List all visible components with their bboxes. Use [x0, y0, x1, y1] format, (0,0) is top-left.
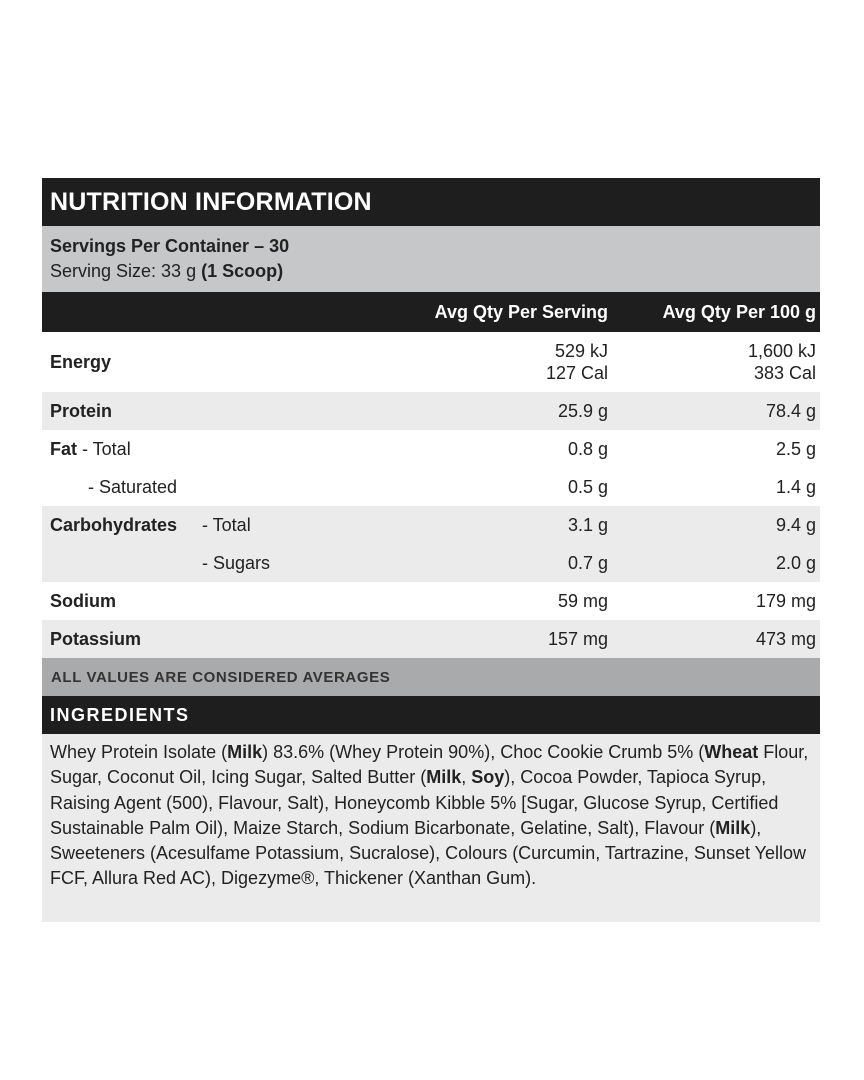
allergen-milk: Milk — [227, 742, 263, 762]
row-label — [42, 591, 408, 612]
row-label — [42, 515, 408, 536]
row-carbohydrates-sugars — [42, 544, 820, 582]
row-energy — [42, 332, 820, 392]
averages-note — [42, 658, 820, 696]
protein-per-100g: 78.4 g — [765, 401, 816, 421]
ingredients-heading — [42, 696, 820, 734]
protein-per-serving: 25.9 g — [557, 401, 608, 421]
serving-size-text: Serving Size: 33 g — [50, 261, 202, 281]
energy-label: Energy — [50, 351, 112, 372]
energy-per-serving — [408, 340, 608, 384]
fat-total-per-serving: 0.8 g — [567, 439, 608, 459]
ingredient-text-part: ), Cocoa Powder, Tapioca Syrup, Raising Agent (500), Flavour, Salt), Honeycomb Kibble 5% [Sugar, Glucose Syrup, Certified Sustainable Palm Oil), Maize Starch, Sodium Bicarbonate, Gelatine, Salt), Flavour ( — [50, 767, 779, 838]
serving-size-scoop: (1 Scoop) — [201, 261, 284, 281]
servings-info — [42, 226, 820, 292]
column-headers — [42, 292, 820, 332]
protein-label: Protein — [50, 400, 113, 421]
energy-serving-kj: 529 kJ — [554, 341, 608, 361]
fat-label: Fat — [50, 438, 77, 459]
nutrition-title-text: NUTRITION INFORMATION — [50, 187, 372, 216]
column-header-per-serving: Avg Qty Per Serving — [434, 301, 608, 322]
carb-sugars-per-100g: 2.0 g — [775, 553, 816, 573]
potassium-per-100g: 473 mg — [755, 629, 816, 649]
ingredient-text-part: ) 83.6% (Whey Protein 90%), Choc Cookie Crumb 5% ( — [262, 742, 705, 762]
row-protein — [42, 392, 820, 430]
potassium-per-serving: 157 mg — [547, 629, 608, 649]
row-label — [42, 477, 408, 498]
row-label — [42, 553, 408, 574]
potassium-label: Potassium — [50, 628, 142, 649]
row-label — [42, 401, 408, 422]
fat-saturated-per-100g: 1.4 g — [775, 477, 816, 497]
nutrition-title — [42, 178, 820, 226]
carbohydrates-label: Carbohydrates — [50, 514, 178, 535]
allergen-milk: Milk — [715, 817, 751, 838]
allergen-milk: Milk — [426, 767, 462, 788]
fat-saturated-per-serving: 0.5 g — [567, 477, 608, 497]
carb-total-per-serving: 3.1 g — [567, 515, 608, 535]
allergen-soy: Soy — [471, 767, 505, 788]
ingredients-heading-text: INGREDIENTS — [50, 704, 190, 725]
fat-total-sublabel: - Total — [77, 438, 131, 459]
allergen-wheat: Wheat — [704, 742, 759, 762]
ingredient-text-part: , — [461, 767, 472, 788]
row-fat-total — [42, 430, 820, 468]
column-header-per-100g: Avg Qty Per 100 g — [662, 301, 816, 322]
row-label — [42, 352, 408, 373]
carb-sugars-label: - Sugars — [202, 552, 271, 573]
ingredients-text — [42, 734, 820, 922]
row-carbohydrates-total — [42, 506, 820, 544]
energy-100g-kj: 1,600 kJ — [747, 341, 816, 361]
fat-total-per-100g: 2.5 g — [775, 439, 816, 459]
row-fat-saturated — [42, 468, 820, 506]
ingredient-text-part: Flour, Sugar, Coconut Oil, Icing Sugar, Salted Butter ( — [50, 742, 809, 788]
energy-serving-cal: 127 Cal — [545, 363, 608, 383]
ingredient-text-part: Whey Protein Isolate ( — [50, 742, 228, 762]
ingredient-text-part: ), Sweeteners (Acesulfame Potassium, Sucralose), Colours (Curcumin, Tartrazine, Sunset Yellow FCF, Allura Red AC), Digezyme®, Thickener (Xanthan Gum). — [50, 817, 806, 889]
fat-saturated-label: - Saturated — [88, 476, 178, 497]
row-label — [42, 439, 408, 460]
carb-total-sublabel: - Total — [202, 514, 251, 535]
carb-sugars-per-serving: 0.7 g — [567, 553, 608, 573]
energy-100g-cal: 383 Cal — [753, 363, 816, 383]
sodium-label: Sodium — [50, 590, 116, 611]
nutrition-panel — [42, 178, 820, 922]
row-sodium — [42, 582, 820, 620]
row-label — [42, 629, 408, 650]
energy-per-100g — [608, 340, 816, 384]
averages-note-text: ALL VALUES ARE CONSIDERED AVERAGES — [51, 668, 391, 686]
servings-per-container: Servings Per Container – 30 — [50, 236, 290, 256]
sodium-per-serving: 59 mg — [557, 591, 608, 611]
sodium-per-100g: 179 mg — [755, 591, 816, 611]
serving-size — [50, 259, 820, 284]
row-potassium — [42, 620, 820, 658]
carb-total-per-100g: 9.4 g — [775, 515, 816, 535]
